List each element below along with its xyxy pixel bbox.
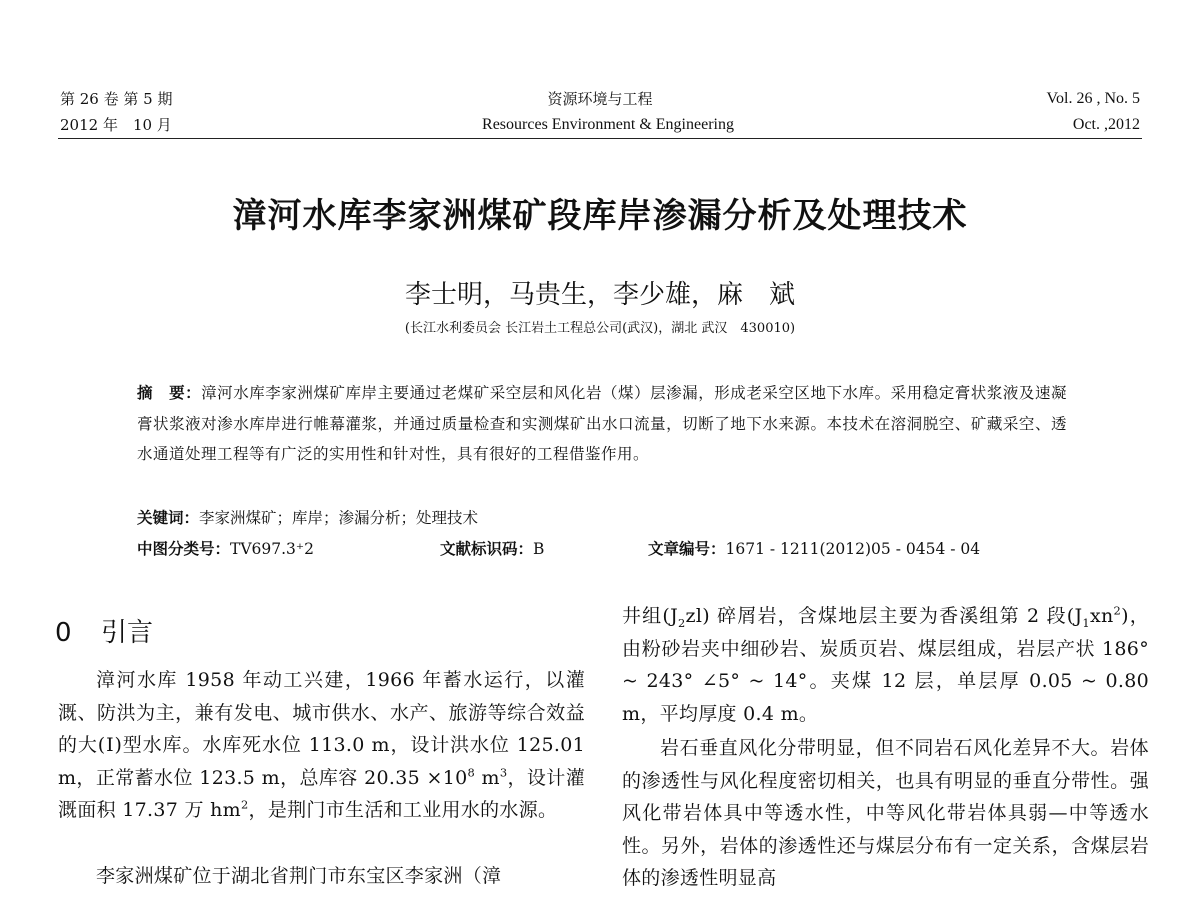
right-p1-part-d: )，由粉砂岩夹中细砂岩、炭质页岩、煤层组成，岩层产状 186° ~ 243° ∠5° ~ 14°。夹煤 12 层，单层厚 0.05 ~ 0.80 m，平均厚度 0.4 m。 [622,605,1149,725]
keywords-label: 关键词： [137,509,200,527]
header-volume-issue-en: Vol. 26 , No. 5 [1046,90,1140,107]
doc-label: 文献标识码： [440,540,534,558]
right-p1-part-a: 井组(J [622,605,678,627]
body-left-paragraph-2: 李家洲煤矿位于湖北省荆门市东宝区李家洲（漳 [96,865,502,887]
abstract [137,378,1067,470]
header-date-cn: 2012 年 10 月 [60,116,172,134]
keywords-text: 李家洲煤矿；库岸；渗漏分析；处理技术 [199,509,479,527]
header-journal-cn: 资源环境与工程 [547,90,653,108]
article-affiliation: (长江水利委员会 长江岩土工程总公司(武汉)，湖北 武汉 430010) [404,321,796,336]
right-p1-sub2: 1 [1082,615,1090,630]
section-heading [55,615,153,651]
left-p1-base: 10 [442,766,468,789]
right-p1-part-b: zl) 碎屑岩，含煤地层主要为香溪组第 2 段(J [685,605,1083,627]
article-number [648,534,980,564]
body-right-paragraph-1 [622,600,1149,730]
right-p1-sub1: 2 [677,615,686,630]
header-date-en: Oct. ,2012 [1072,116,1140,133]
doc-value: B [533,540,545,558]
article-no-label: 文章编号： [648,540,726,558]
right-p1-sup: 2 [1113,603,1122,618]
left-p1-exp2: 3 [499,765,508,780]
section-title: 引言 [101,618,154,648]
body-left-paragraph-1 [58,664,585,827]
section-number: 0 [55,618,72,648]
abstract-text: 漳河水库李家洲煤矿库岸主要通过老煤矿采空层和风化岩（煤）层渗漏，形成老采空区地下水库。采用稳定膏状浆液及速凝膏状浆液对渗水库岸进行帷幕灌浆，并通过质量检查和实测煤矿出水口流量，切断了地下水来源。本技术在溶洞脱空、矿藏采空、透水通道处理工程等有广泛的实用性和针对性，具有很好的工程借鉴作用。 [137,384,1067,463]
left-p1-part-b: m [475,766,500,789]
article-no-value: 1671 - 1211(2012)05 - 0454 - 04 [725,540,981,558]
left-p1-part-c: ，设计灌溉面积 17.37 万 hm [58,766,586,821]
document-code [440,534,544,564]
header-rule [58,138,1142,139]
left-p1-exp1: 8 [467,765,476,780]
clc-label: 中图分类号： [137,540,231,558]
header-volume-issue-cn: 第 26 卷 第 5 期 [60,90,173,108]
article-authors: 李士明，马贵生，李少雄，麻 斌 [404,280,795,310]
abstract-label: 摘 要： [137,384,202,402]
left-p1-part-d: ，是荆门市生活和工业用水的水源。 [248,799,558,821]
clc-number [137,534,314,564]
keywords [137,503,478,533]
article-title: 漳河水库李家洲煤矿段库岸渗漏分析及处理技术 [232,196,968,236]
right-p1-part-c: xn [1089,605,1114,627]
body-right-paragraph-2: 岩石垂直风化分带明显，但不同岩石风化差异不大。岩体的渗透性与风化程度密切相关，也具有明显的垂直分带性。强风化带岩体具中等透水性，中等风化带岩体具弱—中等透水性。另外，岩体的渗透性还与煤层分布有一定关系，含煤层岩体的渗透性明显高 [622,737,1149,889]
left-p1-exp3: 2 [240,797,249,812]
left-p1-part-a: 漳河水库 1958 年动工兴建，1966 年蓄水运行，以灌溉、防洪为主，兼有发电、城市供水、水产、旅游等综合效益的大(Ⅰ)型水库。水库死水位 113.0 m，设计洪水位 125.01 m，正常蓄水位 123.5 m，总库容 20.35 × [58,669,585,789]
clc-value: TV697.3⁺2 [230,540,314,558]
header-journal-en: Resources Environment & Engineering [482,116,734,133]
